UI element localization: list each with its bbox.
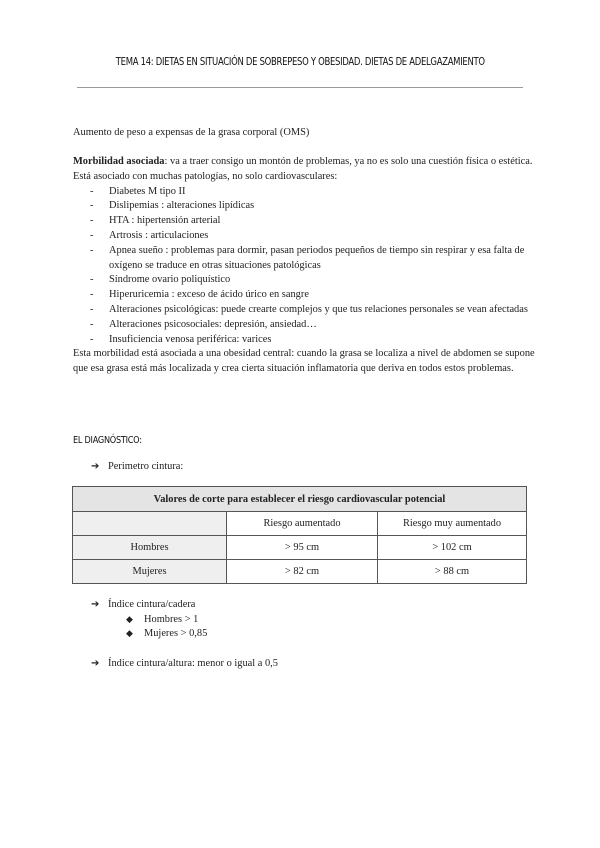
dash-bullet: - (90, 333, 94, 345)
morbilidad-section (73, 155, 543, 377)
table-header-row (73, 512, 527, 536)
list-item (73, 333, 543, 348)
subitem-text: Mujeres > 0,85 (144, 628, 208, 639)
list-item-text: Dislipemias : alteraciones lipídicas (109, 200, 255, 212)
dash-bullet: - (90, 229, 94, 241)
morbilidad-text: : va a traer consigo un montón de problemas, ya no es solo una cuestión física o estética. Está asociado con muchas patologías, no solo cardiovasculares: (73, 156, 533, 182)
comorbidity-list (73, 185, 543, 348)
cutoff-table (72, 486, 527, 584)
row-label-hombres: Hombres (73, 536, 227, 560)
dash-bullet: - (90, 200, 94, 212)
dash-bullet: - (90, 215, 94, 227)
list-item (73, 244, 543, 274)
header-divider (77, 87, 523, 88)
table-cell: > 82 cm (227, 560, 378, 584)
dash-bullet: - (90, 303, 94, 315)
closing-paragraph: Esta morbilidad está asociada a una obesidad central: cuando la grasa se localiza a nivel de abdomen se supone que esa grasa está más localizada y crea cierta situación inflamatoria que deriva en todos estos problemas. (73, 348, 535, 375)
list-item (73, 303, 543, 318)
arrow-icon: ➔ (91, 599, 100, 610)
table-row (73, 536, 527, 560)
table-title-row (73, 487, 527, 512)
list-item-text: Alteraciones psicosociales: depresión, ansiedad… (109, 318, 317, 330)
list-item-text: Artrosis : articulaciones (109, 229, 209, 241)
arrow-icon: ➔ (91, 658, 100, 669)
list-item-text: Apnea sueño : problemas para dormir, pasan periodos pequeños de tiempo sin respirar y esa falta de oxígeno se traduce en otras situaciones patológicas (109, 244, 525, 271)
perimetro-label: Perimetro cintura: (108, 461, 184, 472)
diamond-bullet-icon: ◆ (126, 615, 133, 625)
list-item (73, 318, 543, 333)
table-cell: > 95 cm (227, 536, 378, 560)
list-item-text: Alteraciones psicológicas: puede crearte complejos y que tus relaciones personales se vean afectadas (109, 303, 528, 315)
list-item-text: Síndrome ovario poliquístico (109, 274, 231, 286)
morbilidad-paragraph (73, 155, 543, 185)
table-row (73, 560, 527, 584)
arrow-icon: ➔ (91, 461, 100, 472)
list-item-text: Diabetes M tipo II (109, 185, 186, 197)
dash-bullet: - (90, 244, 94, 256)
dash-bullet: - (90, 185, 94, 197)
morbilidad-label: Morbilidad asociada (73, 156, 165, 167)
column-header-riesgo-aumentado: Riesgo aumentado (227, 512, 378, 536)
indice-altura-item (91, 658, 278, 669)
perimetro-item (91, 461, 183, 472)
indice-altura-label: Índice cintura/altura: menor o igual a 0,5 (108, 658, 278, 669)
list-item (73, 288, 543, 303)
section-title-diagnostico (73, 435, 154, 446)
dash-bullet: - (90, 274, 94, 286)
list-item-text: Insuficiencia venosa periférica: varices (109, 333, 272, 345)
indice-cadera-item (91, 599, 195, 610)
list-item-text: HTA : hipertensión arterial (109, 215, 221, 227)
table-cell: > 102 cm (378, 536, 527, 560)
list-item (73, 185, 543, 200)
section-title-text: EL DIAGNÓSTICO: (73, 435, 142, 446)
list-item (73, 273, 543, 288)
dash-bullet: - (90, 318, 94, 330)
intro-paragraph: Aumento de peso a expensas de la grasa corporal (OMS) (73, 127, 310, 138)
indice-cadera-label: Índice cintura/cadera (108, 599, 196, 610)
table-cell: > 88 cm (378, 560, 527, 584)
diamond-bullet-icon: ◆ (126, 629, 133, 639)
dash-bullet: - (90, 289, 94, 301)
list-item (73, 199, 543, 214)
table-title: Valores de corte para establecer el riesgo cardiovascular potencial (73, 487, 527, 512)
page-title-text: TEMA 14: DIETAS EN SITUACIÓN DE SOBREPESO Y OBESIDAD. DIETAS DE ADELGAZAMIENTO (115, 57, 485, 68)
list-item (73, 214, 543, 229)
row-label-mujeres: Mujeres (73, 560, 227, 584)
list-item (73, 229, 543, 244)
page-title (0, 57, 600, 68)
table-empty-header-cell (73, 512, 227, 536)
indice-cadera-subitem (126, 628, 207, 639)
subitem-text: Hombres > 1 (144, 614, 199, 625)
indice-cadera-subitem (126, 614, 198, 625)
column-header-riesgo-muy-aumentado: Riesgo muy aumentado (378, 512, 527, 536)
list-item-text: Hiperuricemia : exceso de ácido úrico en sangre (109, 289, 309, 301)
